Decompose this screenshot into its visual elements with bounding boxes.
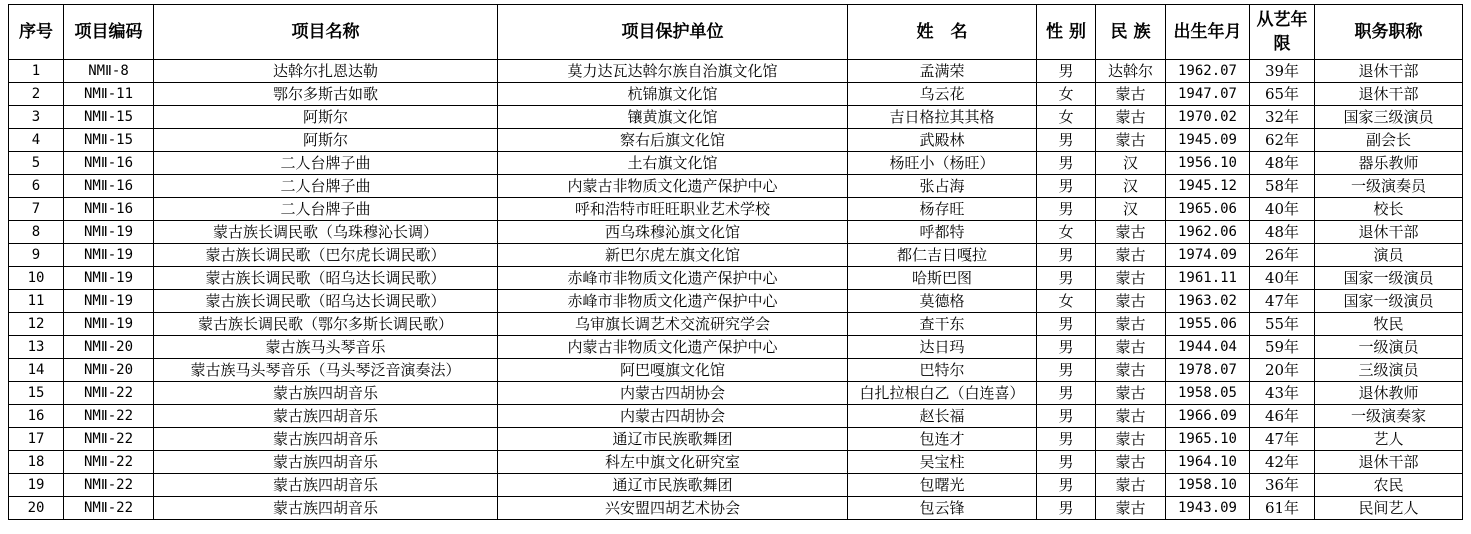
- cell-birth-date: 1961.11: [1166, 267, 1250, 290]
- cell-job-title: 农民: [1315, 474, 1463, 497]
- cell-project-name: 阿斯尔: [154, 106, 498, 129]
- cell-ethnicity: 蒙古: [1096, 244, 1166, 267]
- cell-gender: 男: [1037, 267, 1096, 290]
- cell-gender: 男: [1037, 198, 1096, 221]
- cell-index: 3: [9, 106, 64, 129]
- cell-project-code: NMⅡ-20: [64, 336, 154, 359]
- cell-person-name: 哈斯巴图: [848, 267, 1037, 290]
- cell-ethnicity: 汉: [1096, 152, 1166, 175]
- cell-job-title: 一级演奏家: [1315, 405, 1463, 428]
- cell-person-name: 吉日格拉其其格: [848, 106, 1037, 129]
- cell-project-name: 蒙古族长调民歌（鄂尔多斯长调民歌）: [154, 313, 498, 336]
- cell-job-title: 国家一级演员: [1315, 290, 1463, 313]
- cell-project-code: NMⅡ-19: [64, 221, 154, 244]
- cell-gender: 男: [1037, 60, 1096, 83]
- cell-index: 10: [9, 267, 64, 290]
- table-row: [9, 60, 1463, 83]
- cell-person-name: 孟满荣: [848, 60, 1037, 83]
- cell-birth-date: 1962.07: [1166, 60, 1250, 83]
- cell-birth-date: 1963.02: [1166, 290, 1250, 313]
- cell-project-code: NMⅡ-22: [64, 382, 154, 405]
- cell-job-title: 退休教师: [1315, 382, 1463, 405]
- cell-project-name: 蒙古族四胡音乐: [154, 474, 498, 497]
- cell-gender: 女: [1037, 221, 1096, 244]
- cell-birth-date: 1965.06: [1166, 198, 1250, 221]
- cell-birth-date: 1966.09: [1166, 405, 1250, 428]
- cell-project-name: 蒙古族长调民歌（昭乌达长调民歌）: [154, 290, 498, 313]
- cell-birth-date: 1943.09: [1166, 497, 1250, 520]
- cell-index: 18: [9, 451, 64, 474]
- header-unit: 项目保护单位: [498, 5, 848, 60]
- cell-ethnicity: 蒙古: [1096, 359, 1166, 382]
- cell-years-practice: 39年: [1250, 60, 1315, 83]
- table-row: [9, 175, 1463, 198]
- cell-project-code: NMⅡ-16: [64, 198, 154, 221]
- cell-job-title: 国家三级演员: [1315, 106, 1463, 129]
- cell-project-code: NMⅡ-15: [64, 129, 154, 152]
- cell-birth-date: 1958.10: [1166, 474, 1250, 497]
- cell-birth-date: 1945.09: [1166, 129, 1250, 152]
- cell-protection-unit: 内蒙古非物质文化遗产保护中心: [498, 336, 848, 359]
- cell-gender: 女: [1037, 290, 1096, 313]
- cell-ethnicity: 蒙古: [1096, 497, 1166, 520]
- cell-index: 12: [9, 313, 64, 336]
- cell-ethnicity: 蒙古: [1096, 428, 1166, 451]
- cell-ethnicity: 汉: [1096, 198, 1166, 221]
- cell-ethnicity: 蒙古: [1096, 83, 1166, 106]
- cell-project-code: NMⅡ-11: [64, 83, 154, 106]
- cell-ethnicity: 蒙古: [1096, 474, 1166, 497]
- cell-birth-date: 1978.07: [1166, 359, 1250, 382]
- cell-years-practice: 48年: [1250, 152, 1315, 175]
- cell-years-practice: 32年: [1250, 106, 1315, 129]
- cell-project-name: 蒙古族四胡音乐: [154, 382, 498, 405]
- cell-birth-date: 1944.04: [1166, 336, 1250, 359]
- cell-gender: 男: [1037, 405, 1096, 428]
- header-years: 从艺年限: [1250, 5, 1315, 60]
- table-row: [9, 359, 1463, 382]
- table-row: [9, 152, 1463, 175]
- cell-job-title: 退休干部: [1315, 221, 1463, 244]
- cell-protection-unit: 杭锦旗文化馆: [498, 83, 848, 106]
- cell-index: 7: [9, 198, 64, 221]
- cell-gender: 男: [1037, 497, 1096, 520]
- table-row: [9, 428, 1463, 451]
- cell-index: 13: [9, 336, 64, 359]
- cell-project-name: 二人台牌子曲: [154, 175, 498, 198]
- cell-years-practice: 48年: [1250, 221, 1315, 244]
- cell-gender: 男: [1037, 428, 1096, 451]
- cell-job-title: 三级演员: [1315, 359, 1463, 382]
- cell-project-code: NMⅡ-8: [64, 60, 154, 83]
- cell-project-code: NMⅡ-22: [64, 497, 154, 520]
- cell-project-code: NMⅡ-22: [64, 428, 154, 451]
- cell-protection-unit: 通辽市民族歌舞团: [498, 474, 848, 497]
- cell-protection-unit: 内蒙古非物质文化遗产保护中心: [498, 175, 848, 198]
- cell-index: 9: [9, 244, 64, 267]
- cell-protection-unit: 科左中旗文化研究室: [498, 451, 848, 474]
- header-ethnicity: 民 族: [1096, 5, 1166, 60]
- cell-ethnicity: 蒙古: [1096, 106, 1166, 129]
- cell-job-title: 民间艺人: [1315, 497, 1463, 520]
- table-row: [9, 267, 1463, 290]
- cell-ethnicity: 达斡尔: [1096, 60, 1166, 83]
- cell-person-name: 杨旺小（杨旺）: [848, 152, 1037, 175]
- table-row: [9, 336, 1463, 359]
- table-row: [9, 497, 1463, 520]
- cell-ethnicity: 蒙古: [1096, 267, 1166, 290]
- cell-gender: 男: [1037, 451, 1096, 474]
- cell-person-name: 查干东: [848, 313, 1037, 336]
- cell-project-name: 鄂尔多斯古如歌: [154, 83, 498, 106]
- cell-person-name: 莫德格: [848, 290, 1037, 313]
- cell-job-title: 校长: [1315, 198, 1463, 221]
- header-birth: 出生年月: [1166, 5, 1250, 60]
- cell-ethnicity: 蒙古: [1096, 405, 1166, 428]
- cell-protection-unit: 通辽市民族歌舞团: [498, 428, 848, 451]
- header-project: 项目名称: [154, 5, 498, 60]
- cell-project-name: 蒙古族马头琴音乐: [154, 336, 498, 359]
- cell-years-practice: 47年: [1250, 428, 1315, 451]
- header-title: 职务职称: [1315, 5, 1463, 60]
- cell-project-name: 蒙古族四胡音乐: [154, 405, 498, 428]
- table-row: [9, 474, 1463, 497]
- cell-years-practice: 42年: [1250, 451, 1315, 474]
- cell-person-name: 白扎拉根白乙（白连喜）: [848, 382, 1037, 405]
- cell-years-practice: 40年: [1250, 267, 1315, 290]
- cell-project-name: 达斡尔扎恩达勒: [154, 60, 498, 83]
- cell-years-practice: 58年: [1250, 175, 1315, 198]
- header-code: 项目编码: [64, 5, 154, 60]
- cell-index: 19: [9, 474, 64, 497]
- cell-person-name: 张占海: [848, 175, 1037, 198]
- cell-protection-unit: 阿巴嘎旗文化馆: [498, 359, 848, 382]
- cell-ethnicity: 蒙古: [1096, 290, 1166, 313]
- cell-ethnicity: 蒙古: [1096, 129, 1166, 152]
- cell-years-practice: 47年: [1250, 290, 1315, 313]
- table-row: [9, 129, 1463, 152]
- cell-years-practice: 62年: [1250, 129, 1315, 152]
- cell-ethnicity: 汉: [1096, 175, 1166, 198]
- cell-birth-date: 1955.06: [1166, 313, 1250, 336]
- cell-gender: 男: [1037, 336, 1096, 359]
- cell-index: 20: [9, 497, 64, 520]
- cell-birth-date: 1958.05: [1166, 382, 1250, 405]
- header-row: [9, 5, 1463, 60]
- cell-birth-date: 1947.07: [1166, 83, 1250, 106]
- cell-project-code: NMⅡ-22: [64, 451, 154, 474]
- cell-years-practice: 36年: [1250, 474, 1315, 497]
- cell-person-name: 都仁吉日嘎拉: [848, 244, 1037, 267]
- cell-project-code: NMⅡ-22: [64, 474, 154, 497]
- cell-years-practice: 59年: [1250, 336, 1315, 359]
- cell-index: 16: [9, 405, 64, 428]
- cell-protection-unit: 察右后旗文化馆: [498, 129, 848, 152]
- table-row: [9, 244, 1463, 267]
- table-row: [9, 221, 1463, 244]
- header-name: 姓 名: [848, 5, 1037, 60]
- cell-project-code: NMⅡ-16: [64, 152, 154, 175]
- cell-years-practice: 43年: [1250, 382, 1315, 405]
- cell-index: 8: [9, 221, 64, 244]
- cell-protection-unit: 土右旗文化馆: [498, 152, 848, 175]
- cell-person-name: 包连才: [848, 428, 1037, 451]
- cell-gender: 女: [1037, 83, 1096, 106]
- cell-project-code: NMⅡ-16: [64, 175, 154, 198]
- cell-job-title: 牧民: [1315, 313, 1463, 336]
- cell-birth-date: 1970.02: [1166, 106, 1250, 129]
- cell-birth-date: 1956.10: [1166, 152, 1250, 175]
- cell-birth-date: 1964.10: [1166, 451, 1250, 474]
- cell-person-name: 巴特尔: [848, 359, 1037, 382]
- cell-project-code: NMⅡ-19: [64, 313, 154, 336]
- cell-person-name: 达日玛: [848, 336, 1037, 359]
- table-row: [9, 290, 1463, 313]
- cell-index: 6: [9, 175, 64, 198]
- cell-gender: 男: [1037, 244, 1096, 267]
- cell-gender: 男: [1037, 359, 1096, 382]
- cell-protection-unit: 呼和浩特市旺旺职业艺术学校: [498, 198, 848, 221]
- cell-index: 2: [9, 83, 64, 106]
- table-row: [9, 451, 1463, 474]
- cell-job-title: 退休干部: [1315, 451, 1463, 474]
- cell-gender: 男: [1037, 382, 1096, 405]
- cell-years-practice: 26年: [1250, 244, 1315, 267]
- cell-ethnicity: 蒙古: [1096, 451, 1166, 474]
- cell-birth-date: 1962.06: [1166, 221, 1250, 244]
- cell-person-name: 呼都特: [848, 221, 1037, 244]
- table-row: [9, 382, 1463, 405]
- cell-gender: 女: [1037, 106, 1096, 129]
- cell-birth-date: 1945.12: [1166, 175, 1250, 198]
- cell-gender: 男: [1037, 474, 1096, 497]
- cell-project-code: NMⅡ-19: [64, 290, 154, 313]
- table-row: [9, 83, 1463, 106]
- cell-gender: 男: [1037, 313, 1096, 336]
- cell-protection-unit: 镶黄旗文化馆: [498, 106, 848, 129]
- cell-gender: 男: [1037, 175, 1096, 198]
- cell-birth-date: 1974.09: [1166, 244, 1250, 267]
- cell-project-name: 蒙古族四胡音乐: [154, 451, 498, 474]
- cell-ethnicity: 蒙古: [1096, 221, 1166, 244]
- cell-person-name: 杨存旺: [848, 198, 1037, 221]
- cell-project-name: 二人台牌子曲: [154, 198, 498, 221]
- cell-project-name: 蒙古族长调民歌（巴尔虎长调民歌）: [154, 244, 498, 267]
- cell-project-name: 蒙古族长调民歌（乌珠穆沁长调）: [154, 221, 498, 244]
- cell-project-name: 蒙古族马头琴音乐（马头琴泛音演奏法）: [154, 359, 498, 382]
- cell-protection-unit: 兴安盟四胡艺术协会: [498, 497, 848, 520]
- cell-job-title: 艺人: [1315, 428, 1463, 451]
- cell-project-name: 蒙古族四胡音乐: [154, 497, 498, 520]
- inheritor-table: [8, 4, 1463, 520]
- table-row: [9, 313, 1463, 336]
- cell-project-code: NMⅡ-19: [64, 244, 154, 267]
- table-row: [9, 106, 1463, 129]
- cell-index: 15: [9, 382, 64, 405]
- cell-index: 17: [9, 428, 64, 451]
- cell-job-title: 国家一级演员: [1315, 267, 1463, 290]
- cell-project-name: 蒙古族长调民歌（昭乌达长调民歌）: [154, 267, 498, 290]
- cell-person-name: 乌云花: [848, 83, 1037, 106]
- cell-years-practice: 40年: [1250, 198, 1315, 221]
- cell-job-title: 器乐教师: [1315, 152, 1463, 175]
- cell-protection-unit: 内蒙古四胡协会: [498, 405, 848, 428]
- cell-years-practice: 46年: [1250, 405, 1315, 428]
- cell-person-name: 包曙光: [848, 474, 1037, 497]
- cell-years-practice: 20年: [1250, 359, 1315, 382]
- cell-job-title: 一级演员: [1315, 336, 1463, 359]
- cell-protection-unit: 乌审旗长调艺术交流研究学会: [498, 313, 848, 336]
- cell-project-code: NMⅡ-22: [64, 405, 154, 428]
- cell-job-title: 一级演奏员: [1315, 175, 1463, 198]
- cell-years-practice: 55年: [1250, 313, 1315, 336]
- table-row: [9, 198, 1463, 221]
- cell-index: 4: [9, 129, 64, 152]
- cell-project-code: NMⅡ-19: [64, 267, 154, 290]
- cell-protection-unit: 莫力达瓦达斡尔族自治旗文化馆: [498, 60, 848, 83]
- cell-protection-unit: 内蒙古四胡协会: [498, 382, 848, 405]
- cell-index: 5: [9, 152, 64, 175]
- cell-protection-unit: 新巴尔虎左旗文化馆: [498, 244, 848, 267]
- cell-index: 1: [9, 60, 64, 83]
- cell-protection-unit: 赤峰市非物质文化遗产保护中心: [498, 267, 848, 290]
- cell-job-title: 退休干部: [1315, 83, 1463, 106]
- cell-person-name: 赵长福: [848, 405, 1037, 428]
- cell-job-title: 退休干部: [1315, 60, 1463, 83]
- cell-project-code: NMⅡ-20: [64, 359, 154, 382]
- cell-gender: 男: [1037, 152, 1096, 175]
- cell-project-code: NMⅡ-15: [64, 106, 154, 129]
- cell-protection-unit: 西乌珠穆沁旗文化馆: [498, 221, 848, 244]
- cell-person-name: 武殿林: [848, 129, 1037, 152]
- cell-project-name: 二人台牌子曲: [154, 152, 498, 175]
- cell-ethnicity: 蒙古: [1096, 336, 1166, 359]
- cell-ethnicity: 蒙古: [1096, 382, 1166, 405]
- cell-ethnicity: 蒙古: [1096, 313, 1166, 336]
- cell-years-practice: 65年: [1250, 83, 1315, 106]
- cell-job-title: 副会长: [1315, 129, 1463, 152]
- cell-gender: 男: [1037, 129, 1096, 152]
- cell-index: 11: [9, 290, 64, 313]
- cell-person-name: 包云锋: [848, 497, 1037, 520]
- cell-project-name: 阿斯尔: [154, 129, 498, 152]
- cell-index: 14: [9, 359, 64, 382]
- cell-project-name: 蒙古族四胡音乐: [154, 428, 498, 451]
- header-index: 序号: [9, 5, 64, 60]
- cell-protection-unit: 赤峰市非物质文化遗产保护中心: [498, 290, 848, 313]
- cell-years-practice: 61年: [1250, 497, 1315, 520]
- table-row: [9, 405, 1463, 428]
- cell-birth-date: 1965.10: [1166, 428, 1250, 451]
- cell-job-title: 演员: [1315, 244, 1463, 267]
- header-gender: 性 别: [1037, 5, 1096, 60]
- cell-person-name: 吴宝柱: [848, 451, 1037, 474]
